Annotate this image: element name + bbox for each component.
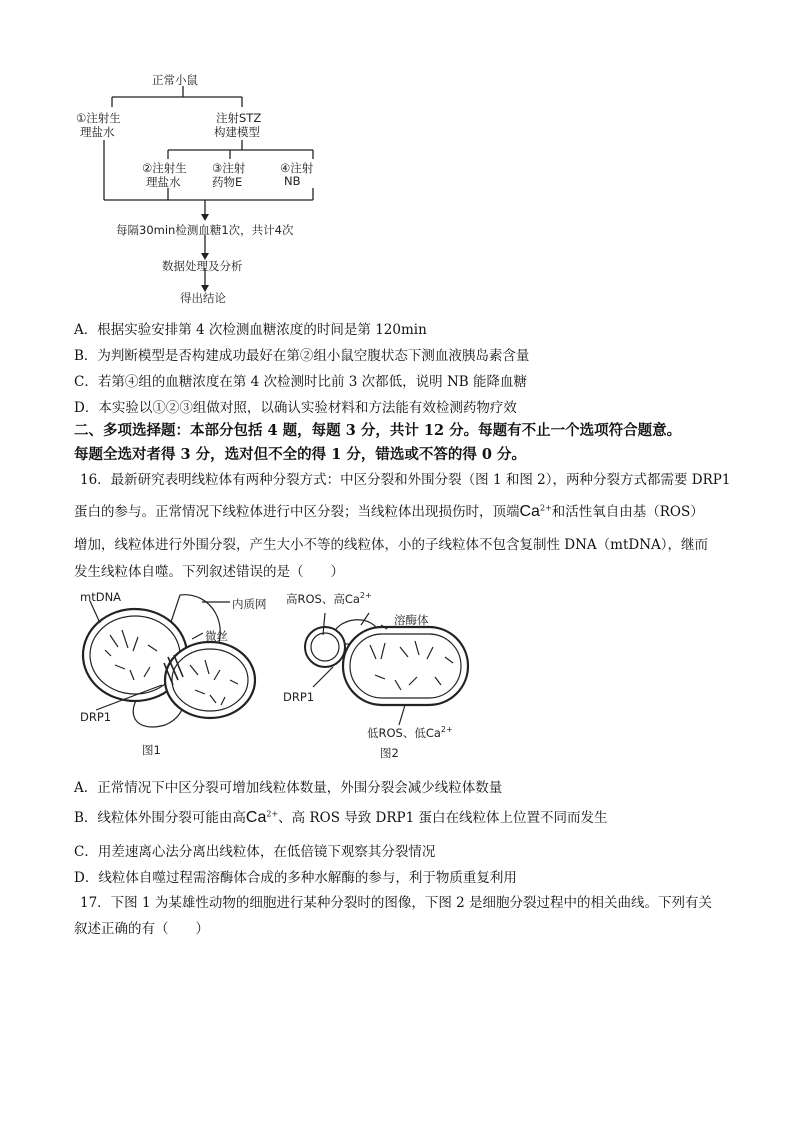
- fig1-label-er: 内质网: [232, 597, 267, 611]
- q16-stem-line3: 增加，线粒体进行外围分裂，产生大小不等的线粒体，小的子线粒体不包含复制性 DNA（mtDNA），继而: [74, 537, 709, 553]
- fig1-caption: 图1: [142, 743, 161, 757]
- fig2-label-high-ros-ca: [286, 591, 372, 607]
- flow-group2-line2: 理盐水: [146, 175, 181, 189]
- flowchart-lines: [0, 0, 800, 310]
- flow-root: 正常小鼠: [152, 73, 198, 87]
- q15-option-b: B．为判断模型是否构建成功最好在第②组小鼠空腹状态下测血液胰岛素含量: [74, 348, 530, 364]
- q16-option-a: A．正常情况下中区分裂可增加线粒体数量，外围分裂会减少线粒体数量: [74, 780, 503, 796]
- fig2-caption: 图2: [380, 746, 399, 760]
- q17-stem-line1: 17．下图 1 为某雄性动物的细胞进行某种分裂时的图像，下图 2 是细胞分裂过程中的相关曲线。下列有关: [80, 895, 713, 911]
- flow-stz-line1: 注射STZ: [216, 111, 262, 125]
- flow-group4-line2: NB: [284, 174, 301, 188]
- flow-group2-line1: ②注射生: [142, 161, 187, 175]
- q16-option-b-ca: Ca: [245, 809, 267, 826]
- q16-option-b-part1: B．线粒体外围分裂可能由高: [74, 810, 246, 826]
- flow-group4-line1: ④注射: [280, 161, 314, 175]
- figure2-mitochondrion-diagram: [295, 585, 475, 745]
- fig2-label-low-ros-ca: [367, 725, 453, 741]
- section2-heading-line1: 二、多项选择题：本部分包括 4 题，每题 3 分，共计 12 分。每题有不止一个选项符合题意。: [74, 422, 682, 439]
- flow-group3-line1: ③注射: [212, 161, 246, 175]
- fig2-high-sup: 2+: [359, 591, 372, 601]
- fig2-label-drp1: DRP1: [283, 690, 315, 704]
- flow-group1-line2: 理盐水: [80, 125, 115, 139]
- q17-stem-line2: 叙述正确的有（ ）: [74, 921, 209, 937]
- ca-symbol: Ca: [519, 503, 540, 520]
- q16-stem-line2-a: 蛋白的参与。正常情况下线粒体进行中区分裂；当线粒体出现损伤时，顶端: [74, 504, 520, 520]
- fig1-label-drp1: DRP1: [80, 710, 112, 724]
- q16-stem-line2-b: 和活性氧自由基（ROS）: [551, 504, 704, 520]
- flow-step2: 数据处理及分析: [162, 259, 243, 273]
- q16-stem-line2: [74, 500, 704, 521]
- fig1-label-mtdna: mtDNA: [80, 590, 122, 604]
- section2-heading-line2: 每题全选对者得 3 分，选对但不全的得 1 分，错选或不答的得 0 分。: [74, 446, 527, 463]
- fig2-low-sup: 2+: [440, 725, 453, 735]
- q16-stem-line1: 16．最新研究表明线粒体有两种分裂方式：中区分裂和外围分裂（图 1 和图 2），两种分裂方式都需要 DRP1: [80, 472, 731, 488]
- flow-group3-line2: 药物E: [212, 175, 243, 189]
- q16-stem-line4: 发生线粒体自噬。下列叙述错误的是（ ）: [74, 564, 344, 580]
- q15-option-a: A．根据实验安排第 4 次检测血糖浓度的时间是第 120min: [74, 322, 427, 338]
- q15-option-d: D．本实验以①②③组做对照，以确认实验材料和方法能有效检测药物疗效: [74, 400, 517, 416]
- fig2-high-text: 高ROS、高Ca: [286, 592, 360, 606]
- flow-step1: 每隔30min检测血糖1次，共计4次: [116, 223, 294, 237]
- q16-option-b-part2: 、高 ROS 导致 DRP1 蛋白在线粒体上位置不同而发生: [278, 810, 608, 826]
- q16-option-c: C．用差速离心法分离出线粒体，在低倍镜下观察其分裂情况: [74, 844, 436, 860]
- fig2-low-text: 低ROS、低Ca: [367, 726, 441, 740]
- flow-step3: 得出结论: [180, 291, 226, 305]
- ca-superscript: 2+: [539, 503, 552, 513]
- q16-option-b-sup: 2+: [266, 809, 279, 819]
- fig1-label-microfilament: 微丝: [205, 629, 228, 643]
- fig2-label-lysosome: 溶酶体: [394, 613, 429, 627]
- q16-option-d: D．线粒体自噬过程需溶酶体合成的多种水解酶的参与，利于物质重复利用: [74, 870, 517, 886]
- q16-option-b: [74, 806, 607, 827]
- flow-group1-line1: ①注射生: [76, 111, 121, 125]
- flow-stz-line2: 构建模型: [214, 125, 260, 139]
- q15-option-c: C．若第④组的血糖浓度在第 4 次检测时比前 3 次都低，说明 NB 能降血糖: [74, 374, 527, 390]
